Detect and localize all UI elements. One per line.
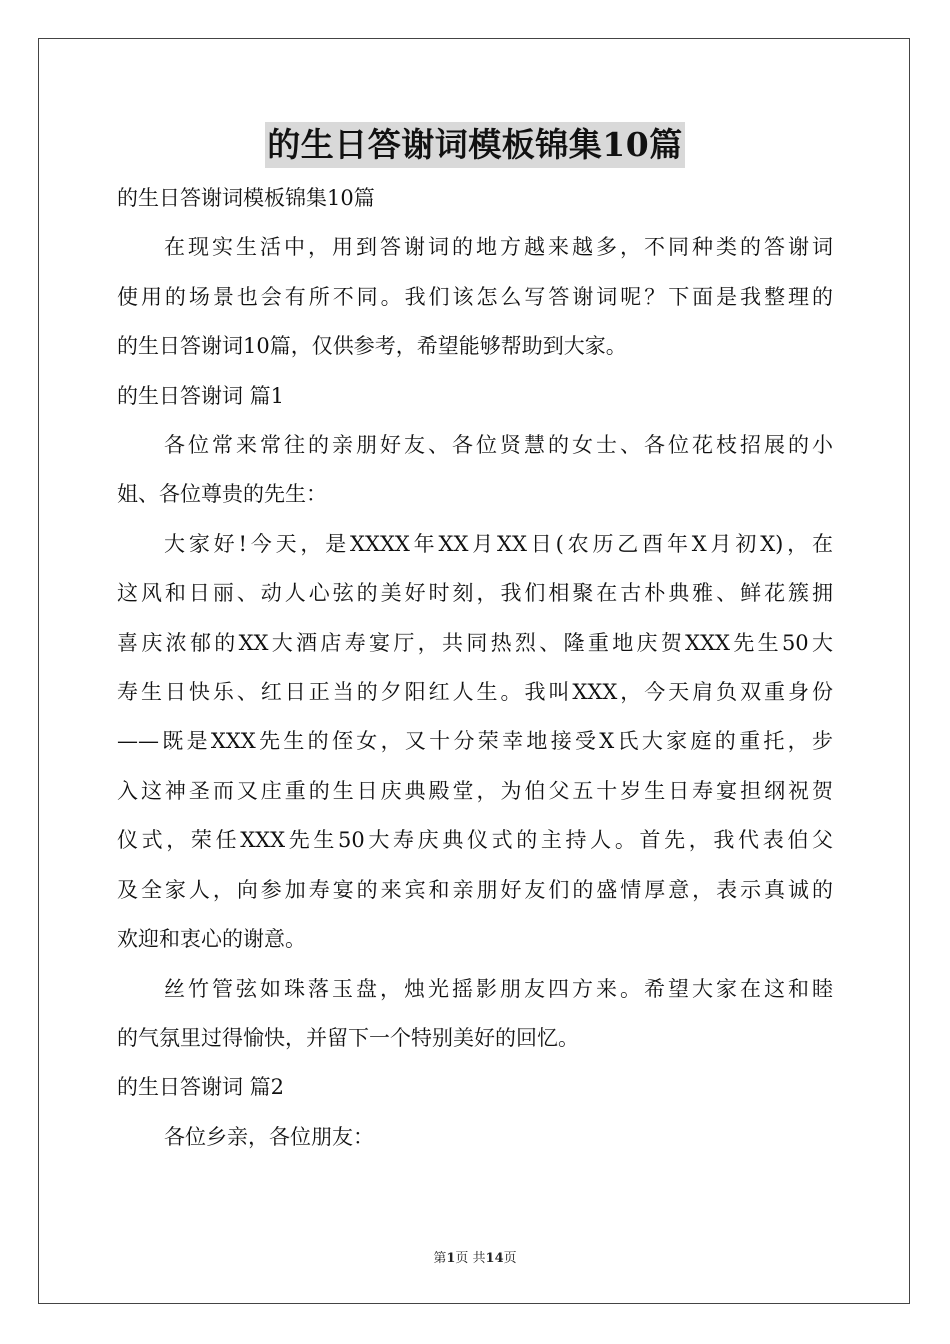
document-title: 的生日答谢词模板锦集10篇 [265, 122, 684, 168]
text-line: 入这神圣而又庄重的生日庆典殿堂，为伯父五十岁生日寿宴担纲祝贺 [117, 778, 833, 803]
text-line: 喜庆浓郁的XX大酒店寿宴厅，共同热烈、隆重地庆贺XXX先生50大 [117, 630, 833, 655]
text-line: 的生日答谢词 篇1 [117, 383, 285, 408]
text-line: 的生日答谢词模板锦集10篇 [117, 186, 375, 210]
text-line: 的气氛里过得愉快，并留下一个特别美好的回忆。 [117, 1025, 579, 1050]
title-container [117, 122, 833, 174]
text-line: 各位乡亲，各位朋友： [164, 1124, 374, 1149]
footer-suffix: 页 [503, 1251, 517, 1266]
text-line: 欢迎和衷心的谢意。 [117, 927, 306, 952]
document-body [117, 122, 833, 1162]
text-line: 在现实生活中，用到答谢词的地方越来越多，不同种类的答谢词 [164, 235, 833, 260]
footer-prefix: 第 [433, 1251, 447, 1266]
paragraph-lines [117, 174, 833, 1162]
footer-total-pages: 14 [485, 1251, 504, 1266]
text-line: 各位常来常往的亲朋好友、各位贤慧的女士、各位花枝招展的小 [164, 433, 833, 458]
text-line: 这风和日丽、动人心弦的美好时刻，我们相聚在古朴典雅、鲜花簇拥 [117, 581, 833, 606]
text-line: 使用的场景也会有所不同。我们该怎么写答谢词呢？下面是我整理的 [117, 284, 833, 309]
text-line: 及全家人，向参加寿宴的来宾和亲朋好友们的盛情厚意，表示真诚的 [117, 877, 833, 902]
text-line: 寿生日快乐、红日正当的夕阳红人生。我叫XXX，今天肩负双重身份 [117, 680, 833, 705]
text-line: 大家好!今天，是XXXX年XX月XX日(农历乙酉年X月初X)，在 [164, 531, 833, 556]
footer-current-page: 1 [446, 1251, 456, 1266]
text-line: ——既是XXX先生的侄女，又十分荣幸地接受X氏大家庭的重托，步 [117, 729, 833, 754]
text-line: 的生日答谢词10篇，仅供参考，希望能够帮助到大家。 [117, 334, 627, 359]
footer-middle: 页 共 [455, 1251, 486, 1266]
text-line: 丝竹管弦如珠落玉盘，烛光摇影朋友四方来。希望大家在这和睦 [164, 976, 833, 1001]
text-line: 姐、各位尊贵的先生： [117, 482, 327, 507]
text-line: 仪式，荣任XXX先生50大寿庆典仪式的主持人。首先，我代表伯父 [117, 828, 833, 853]
text-line: 的生日答谢词 篇2 [117, 1075, 285, 1100]
page-footer [0, 1247, 950, 1266]
